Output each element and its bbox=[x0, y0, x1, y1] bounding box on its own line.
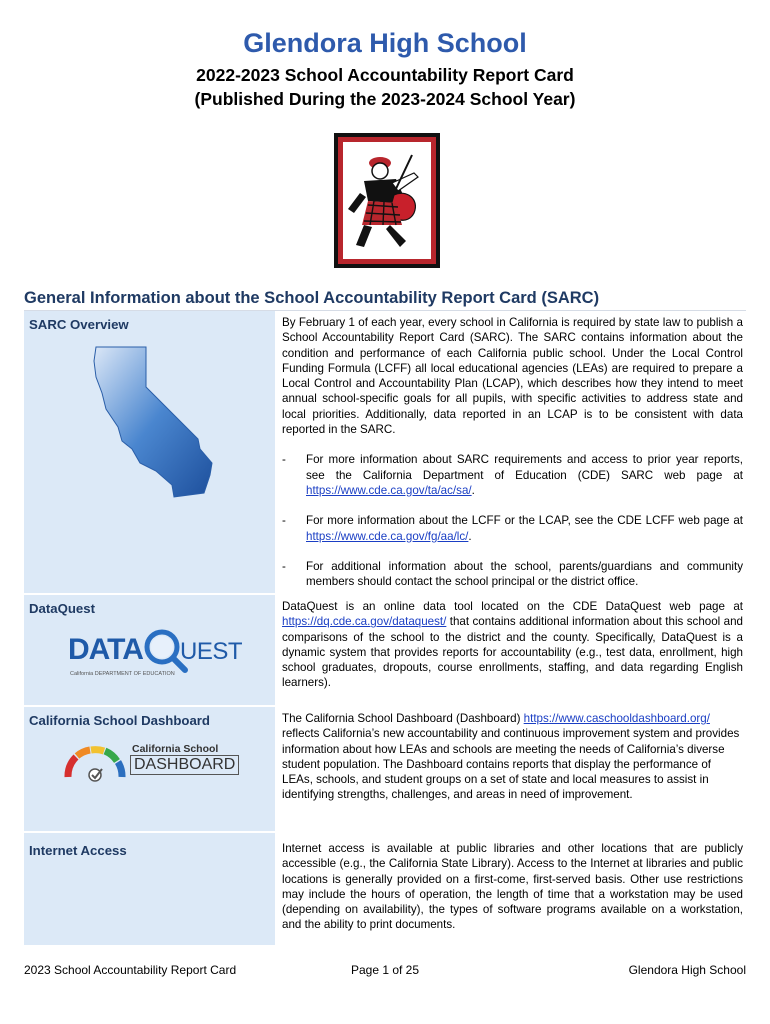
sarc-info-table bbox=[24, 310, 746, 947]
internet-access-row bbox=[24, 833, 746, 947]
sarc-overview-content-cell bbox=[275, 311, 746, 593]
cde-sarc-link[interactable]: https://www.cde.ca.gov/ta/ac/sa/ bbox=[306, 483, 472, 497]
dataquest-logo-quest: UEST bbox=[180, 638, 243, 665]
school-mascot-logo bbox=[334, 133, 440, 268]
internet-access-title: Internet Access bbox=[29, 843, 127, 858]
dataquest-content-cell bbox=[275, 595, 746, 705]
dashboard-title: California School Dashboard bbox=[29, 713, 210, 728]
bullet-dash: - bbox=[282, 514, 286, 528]
bullet-end: . bbox=[468, 529, 472, 543]
internet-content-cell bbox=[275, 833, 746, 945]
sarc-bullet-1 bbox=[282, 452, 743, 498]
footer-page-number: Page 1 of 25 bbox=[350, 963, 420, 977]
bullet-text: For more information about SARC requirements and access to prior year reports, see the California Department of Education (CDE) SARC web page at bbox=[306, 453, 743, 482]
dataquest-text-start: DataQuest is an online data tool located on the CDE DataQuest web page at bbox=[282, 600, 743, 613]
sarc-bullet-3 bbox=[282, 559, 743, 590]
dashboard-link[interactable]: https://www.caschooldashboard.org/ bbox=[523, 712, 710, 725]
dataquest-label-cell bbox=[24, 595, 275, 705]
dashboard-text-start: The California School Dashboard (Dashboard) bbox=[282, 712, 524, 725]
sarc-bullet-2 bbox=[282, 513, 743, 544]
dataquest-link[interactable]: https://dq.cde.ca.gov/dataquest/ bbox=[282, 615, 447, 629]
dashboard-paragraph bbox=[282, 711, 743, 803]
bullet-text: For additional information about the school, parents/guardians and community members should contact the school principal or the district office. bbox=[306, 559, 743, 589]
internet-label-cell bbox=[24, 833, 275, 945]
dataquest-text-end: that contains additional information about this school and comparisons of the school to the district and the county. Specifically, DataQuest is a dynamic system that provides reports for accountability (e.g., test data, enrollment, high school graduates, dropouts, course enrollments, staffing, and data regarding English learners). bbox=[282, 615, 743, 690]
dataquest-paragraph bbox=[282, 599, 743, 691]
bullet-text: For more information about the LCFF or the LCAP, see the CDE LCFF web page at bbox=[306, 514, 743, 528]
footer-school-name: Glendora High School bbox=[628, 963, 746, 977]
dashboard-logo bbox=[62, 737, 252, 787]
dashboard-row bbox=[24, 707, 746, 833]
dataquest-row bbox=[24, 595, 746, 707]
report-title: 2022-2023 School Accountability Report Card bbox=[196, 65, 574, 85]
bullet-end: . bbox=[471, 483, 475, 497]
gauge-icon bbox=[62, 737, 128, 783]
report-subtitle: (Published During the 2023-2024 School Year) bbox=[194, 89, 576, 109]
dataquest-logo-data: DATA bbox=[68, 633, 143, 666]
dataquest-logo-caption: California DEPARTMENT OF EDUCATION bbox=[70, 671, 175, 677]
sarc-overview-row bbox=[24, 311, 746, 595]
internet-access-paragraph: Internet access is available at public libraries and other locations that are publicly accessible (e.g., the California State Library). Access to the Internet at libraries and public locations is generally provided on a first-come, first-served basis. Other use restrictions may include the hours of operation, the length of time that a workstation may be used (depending on availability), the types of software programs available on a workstation, and the ability to print documents. bbox=[282, 842, 743, 932]
bullet-dash: - bbox=[282, 559, 286, 573]
section-heading: General Information about the School Accountability Report Card (SARC) bbox=[24, 289, 600, 307]
dataquest-logo bbox=[68, 627, 243, 683]
dashboard-logo-line2: DASHBOARD bbox=[130, 755, 239, 775]
sarc-overview-paragraph: By February 1 of each year, every school in California is required by state law to publish a School Accountability Report Card (SARC). The SARC contains information about the condition and performance of each California public school. Under the Local Control Funding Formula (LCFF) all local educational agencies (LEAs) are required to prepare a Local Control and Accountability Plan (LCAP), which describes how they intend to meet annual school-specific goals for all pupils, with specific activities to address state and local priorities. Additionally, data reported in an LCAP is to be consistent with data reported in the SARC. bbox=[282, 316, 743, 437]
dashboard-label-cell bbox=[24, 707, 275, 831]
dataquest-title: DataQuest bbox=[29, 601, 95, 616]
california-map-icon bbox=[86, 345, 236, 505]
bullet-dash: - bbox=[282, 453, 286, 467]
dashboard-content-cell bbox=[275, 707, 746, 831]
dashboard-text-end: reflects California’s new accountability and continuous improvement system and provides information about how LEAs and schools are meeting the needs of California’s diverse student population. The Dashboard contains reports that display the performance of LEAs, schools, and student groups on a set of state and local measures to assist in identifying strengths, challenges, and areas in need of improvement. bbox=[282, 727, 740, 802]
school-name: Glendora High School bbox=[243, 28, 527, 58]
sarc-overview-title: SARC Overview bbox=[29, 317, 129, 332]
dashboard-logo-line1: California School bbox=[132, 743, 219, 755]
sarc-overview-label-cell bbox=[24, 311, 275, 593]
cde-lcff-link[interactable]: https://www.cde.ca.gov/fg/aa/lc/ bbox=[306, 529, 469, 543]
footer-report-name: 2023 School Accountability Report Card bbox=[24, 963, 237, 977]
